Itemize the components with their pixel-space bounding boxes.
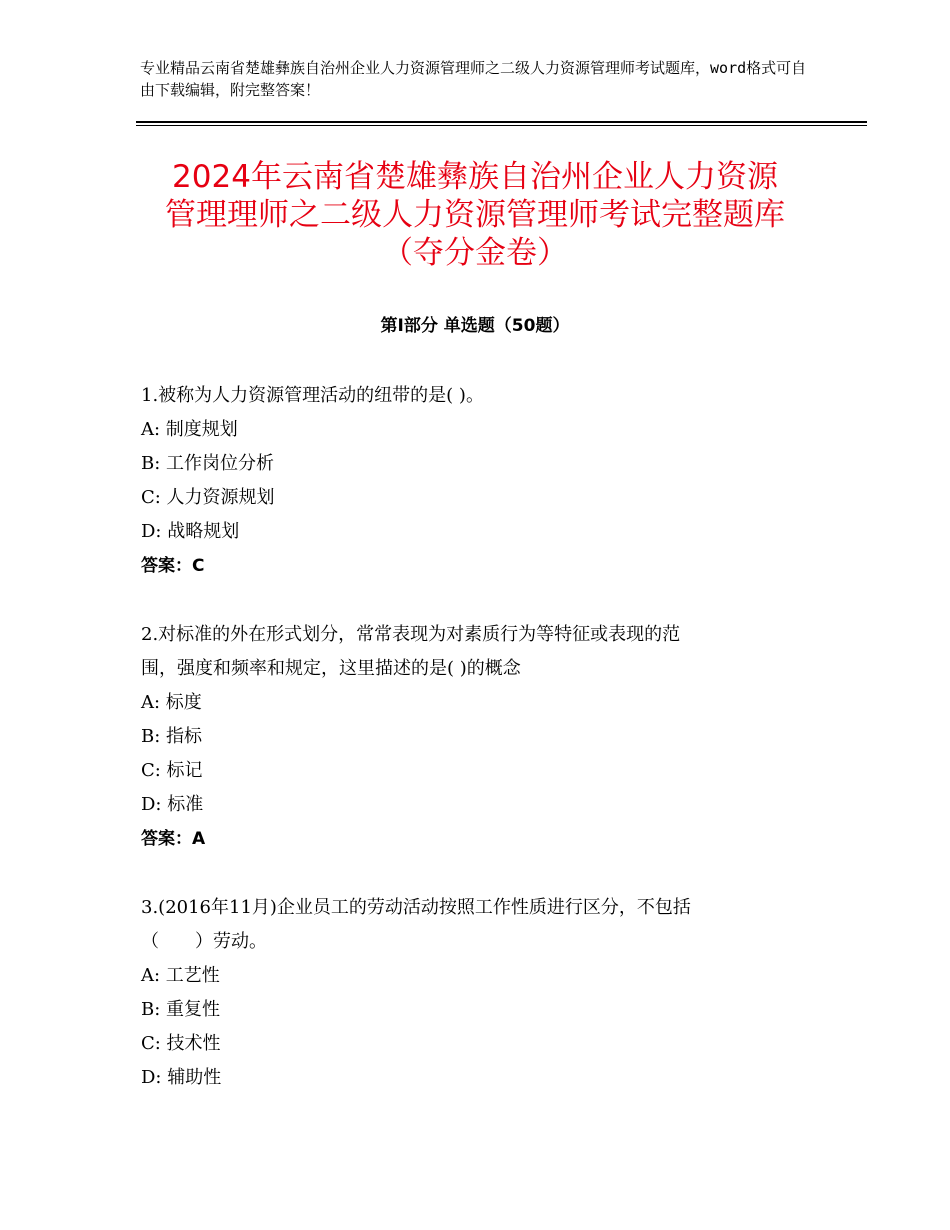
option-d: D: 辅助性 xyxy=(141,1067,222,1088)
question-3 xyxy=(141,891,821,1095)
option-b: B: 重复性 xyxy=(141,999,221,1020)
header-divider-thick xyxy=(136,121,867,123)
option-d: D: 标准 xyxy=(141,794,204,815)
title-line-3: （夺分金卷） xyxy=(382,235,568,271)
title-line-2: 管理理师之二级人力资源管理师考试完整题库 xyxy=(165,197,785,233)
title-line-1: 2024年云南省楚雄彝族自治州企业人力资源 xyxy=(172,159,778,195)
document-title xyxy=(120,158,830,272)
answer: 答案：C xyxy=(141,556,205,576)
question-stem-line-2: （ ）劳动。 xyxy=(141,931,267,952)
option-c: C: 标记 xyxy=(141,760,203,781)
answer: 答案：A xyxy=(141,829,206,849)
question-stem-line-2: 围，强度和频率和规定，这里描述的是( )的概念 xyxy=(141,658,521,679)
section-heading: 第Ⅰ部分 单选题（50题） xyxy=(380,316,570,336)
question-2 xyxy=(141,618,821,856)
option-c: C: 技术性 xyxy=(141,1033,221,1054)
option-d: D: 战略规划 xyxy=(141,521,240,542)
option-b: B: 指标 xyxy=(141,726,203,747)
question-1 xyxy=(141,379,821,583)
question-stem-line-1: 3.(2016年11月)企业员工的劳动活动按照工作性质进行区分，不包括 xyxy=(141,897,691,918)
option-a: A: 制度规划 xyxy=(141,419,238,440)
header-divider-thin xyxy=(136,125,867,126)
option-a: A: 标度 xyxy=(141,692,202,713)
option-a: A: 工艺性 xyxy=(141,965,220,986)
option-b: B: 工作岗位分析 xyxy=(141,453,275,474)
question-stem-line-1: 2.对标准的外在形式划分，常常表现为对素质行为等特征或表现的范 xyxy=(141,624,681,645)
question-stem: 1.被称为人力资源管理活动的纽带的是( )。 xyxy=(141,385,484,406)
header-note: 专业精品云南省楚雄彝族自治州企业人力资源管理师之二级人力资源管理师考试题库，word格式可自由下载编辑，附完整答案！ xyxy=(140,59,807,99)
option-c: C: 人力资源规划 xyxy=(141,487,275,508)
